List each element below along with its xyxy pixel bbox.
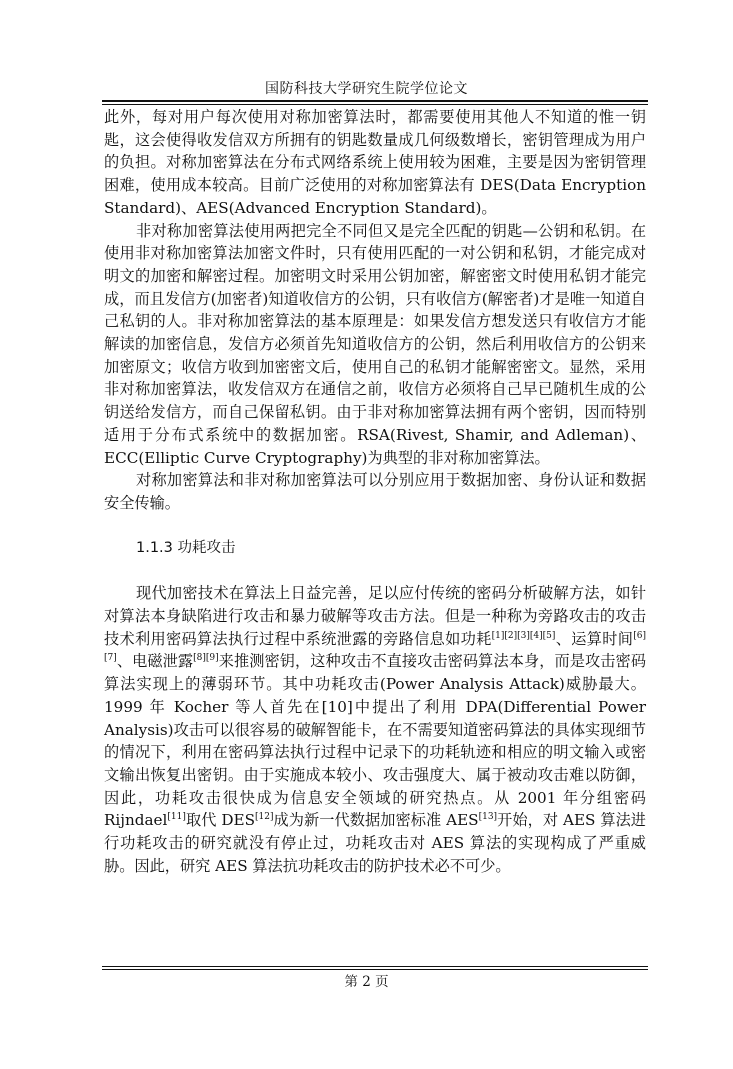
header-title: 国防科技大学研究生院学位论文 <box>265 81 468 97</box>
citation: [6][7] <box>104 630 647 664</box>
footer-rule <box>102 966 648 967</box>
text-span: 来推测密钥，这种攻击不直接攻击密码算法本身，而是攻击密码算法实现上的薄弱环节。其中功耗攻击(Power Analysis Attack)威胁最大。1999 年 Kocher 等人首先在[10]中提出了利用 DPA(Differential Power Analysis)攻击可以很容易的破解智能卡，在不需要知道密码算法的具体实现细节的情况下，利用在密码算法执行过程中记录下的功耗轨迹和相应的明文输入或密文输出恢复出密钥。由于实施成本较小、攻击强度大、属于被动攻击难以防御，因此，功耗攻击很快成为信息安全领域的研究热点。从 2001 年分组密码 Rijndael <box>104 652 647 830</box>
paragraph-power-analysis <box>104 582 646 877</box>
text-span: 现代加密技术在算法上日益完善，足以应付传统的密码分析破解方法，如针对算法本身缺陷进行攻击和暴力破解等攻击方法。但是一种称为旁路攻击的攻击技术利用密码算法执行过程中系统泄露的旁路信息如功耗 <box>104 584 646 648</box>
paragraph-applications: 对称加密算法和非对称加密算法可以分别应用于数据加密、身份认证和数据安全传输。 <box>104 471 646 512</box>
paragraph-asymmetric-encryption: 非对称加密算法使用两把完全不同但又是完全匹配的钥匙—公钥和私钥。在使用非对称加密算法加密文件时，只有使用匹配的一对公钥和私钥，才能完成对明文的加密和解密过程。加密明文时采用公钥加密，解密密文时使用私钥才能完成，而且发信方(加密者)知道收信方的公钥，只有收信方(解密者)才是唯一知道自己私钥的人。非对称加密算法的基本原理是：如果发信方想发送只有收信方才能解读的加密信息，发信方必须首先知道收信方的公钥，然后利用收信方的公钥来加密原文；收信方收到加密密文后，使用自己的私钥才能解密密文。显然，采用非对称加密算法，收发信双方在通信之前，收信方必须将自己早已随机生成的公钥送给发信方，而自己保留私钥。由于非对称加密算法拥有两个密钥，因而特别适用于分布式系统中的数据加密。RSA(Rivest, Shamir, and Adleman)、ECC(Elliptic Curve Cryptography)为典型的非对称加密算法。 <box>104 221 646 467</box>
text-span: 取代 DES <box>185 811 255 830</box>
citation: [1][2][3][4][5] <box>491 630 556 641</box>
paragraph-continuation: 此外，每对用户每次使用对称加密算法时，都需要使用其他人不知道的惟一钥匙，这会使得收发信双方所拥有的钥匙数量成几何级数增长，密钥管理成为用户的负担。对称加密算法在分布式网络系统上使用较为困难，主要是因为密钥管理困难，使用成本较高。目前广泛使用的对称加密算法有 DES(Data Encryption Standard)、AES(Advanced Encryption Standard)。 <box>104 108 646 217</box>
text-span: 开始，对 AES 算法进行功耗攻击的研究就没有停止过，功耗攻击对 AES 算法的实现构成了严重威胁。因此，研究 AES 算法抗功耗攻击的防护技术必不可少。 <box>104 811 646 875</box>
text-span: 成为新一代数据加密标准 AES <box>273 811 479 830</box>
citation: [13] <box>478 812 498 823</box>
citation: [11] <box>167 812 186 823</box>
text-span: 、电磁泄露 <box>116 652 194 671</box>
header-rule-thin <box>102 104 648 105</box>
page-number: 第 2 页 <box>344 974 389 990</box>
header-rule <box>102 100 648 102</box>
section-heading: 1.1.3 功耗攻击 <box>136 539 236 556</box>
citation: [8][9] <box>193 653 219 664</box>
body-text <box>104 106 646 878</box>
citation: [12] <box>255 812 274 823</box>
text-span: 、运算时间 <box>555 629 634 648</box>
